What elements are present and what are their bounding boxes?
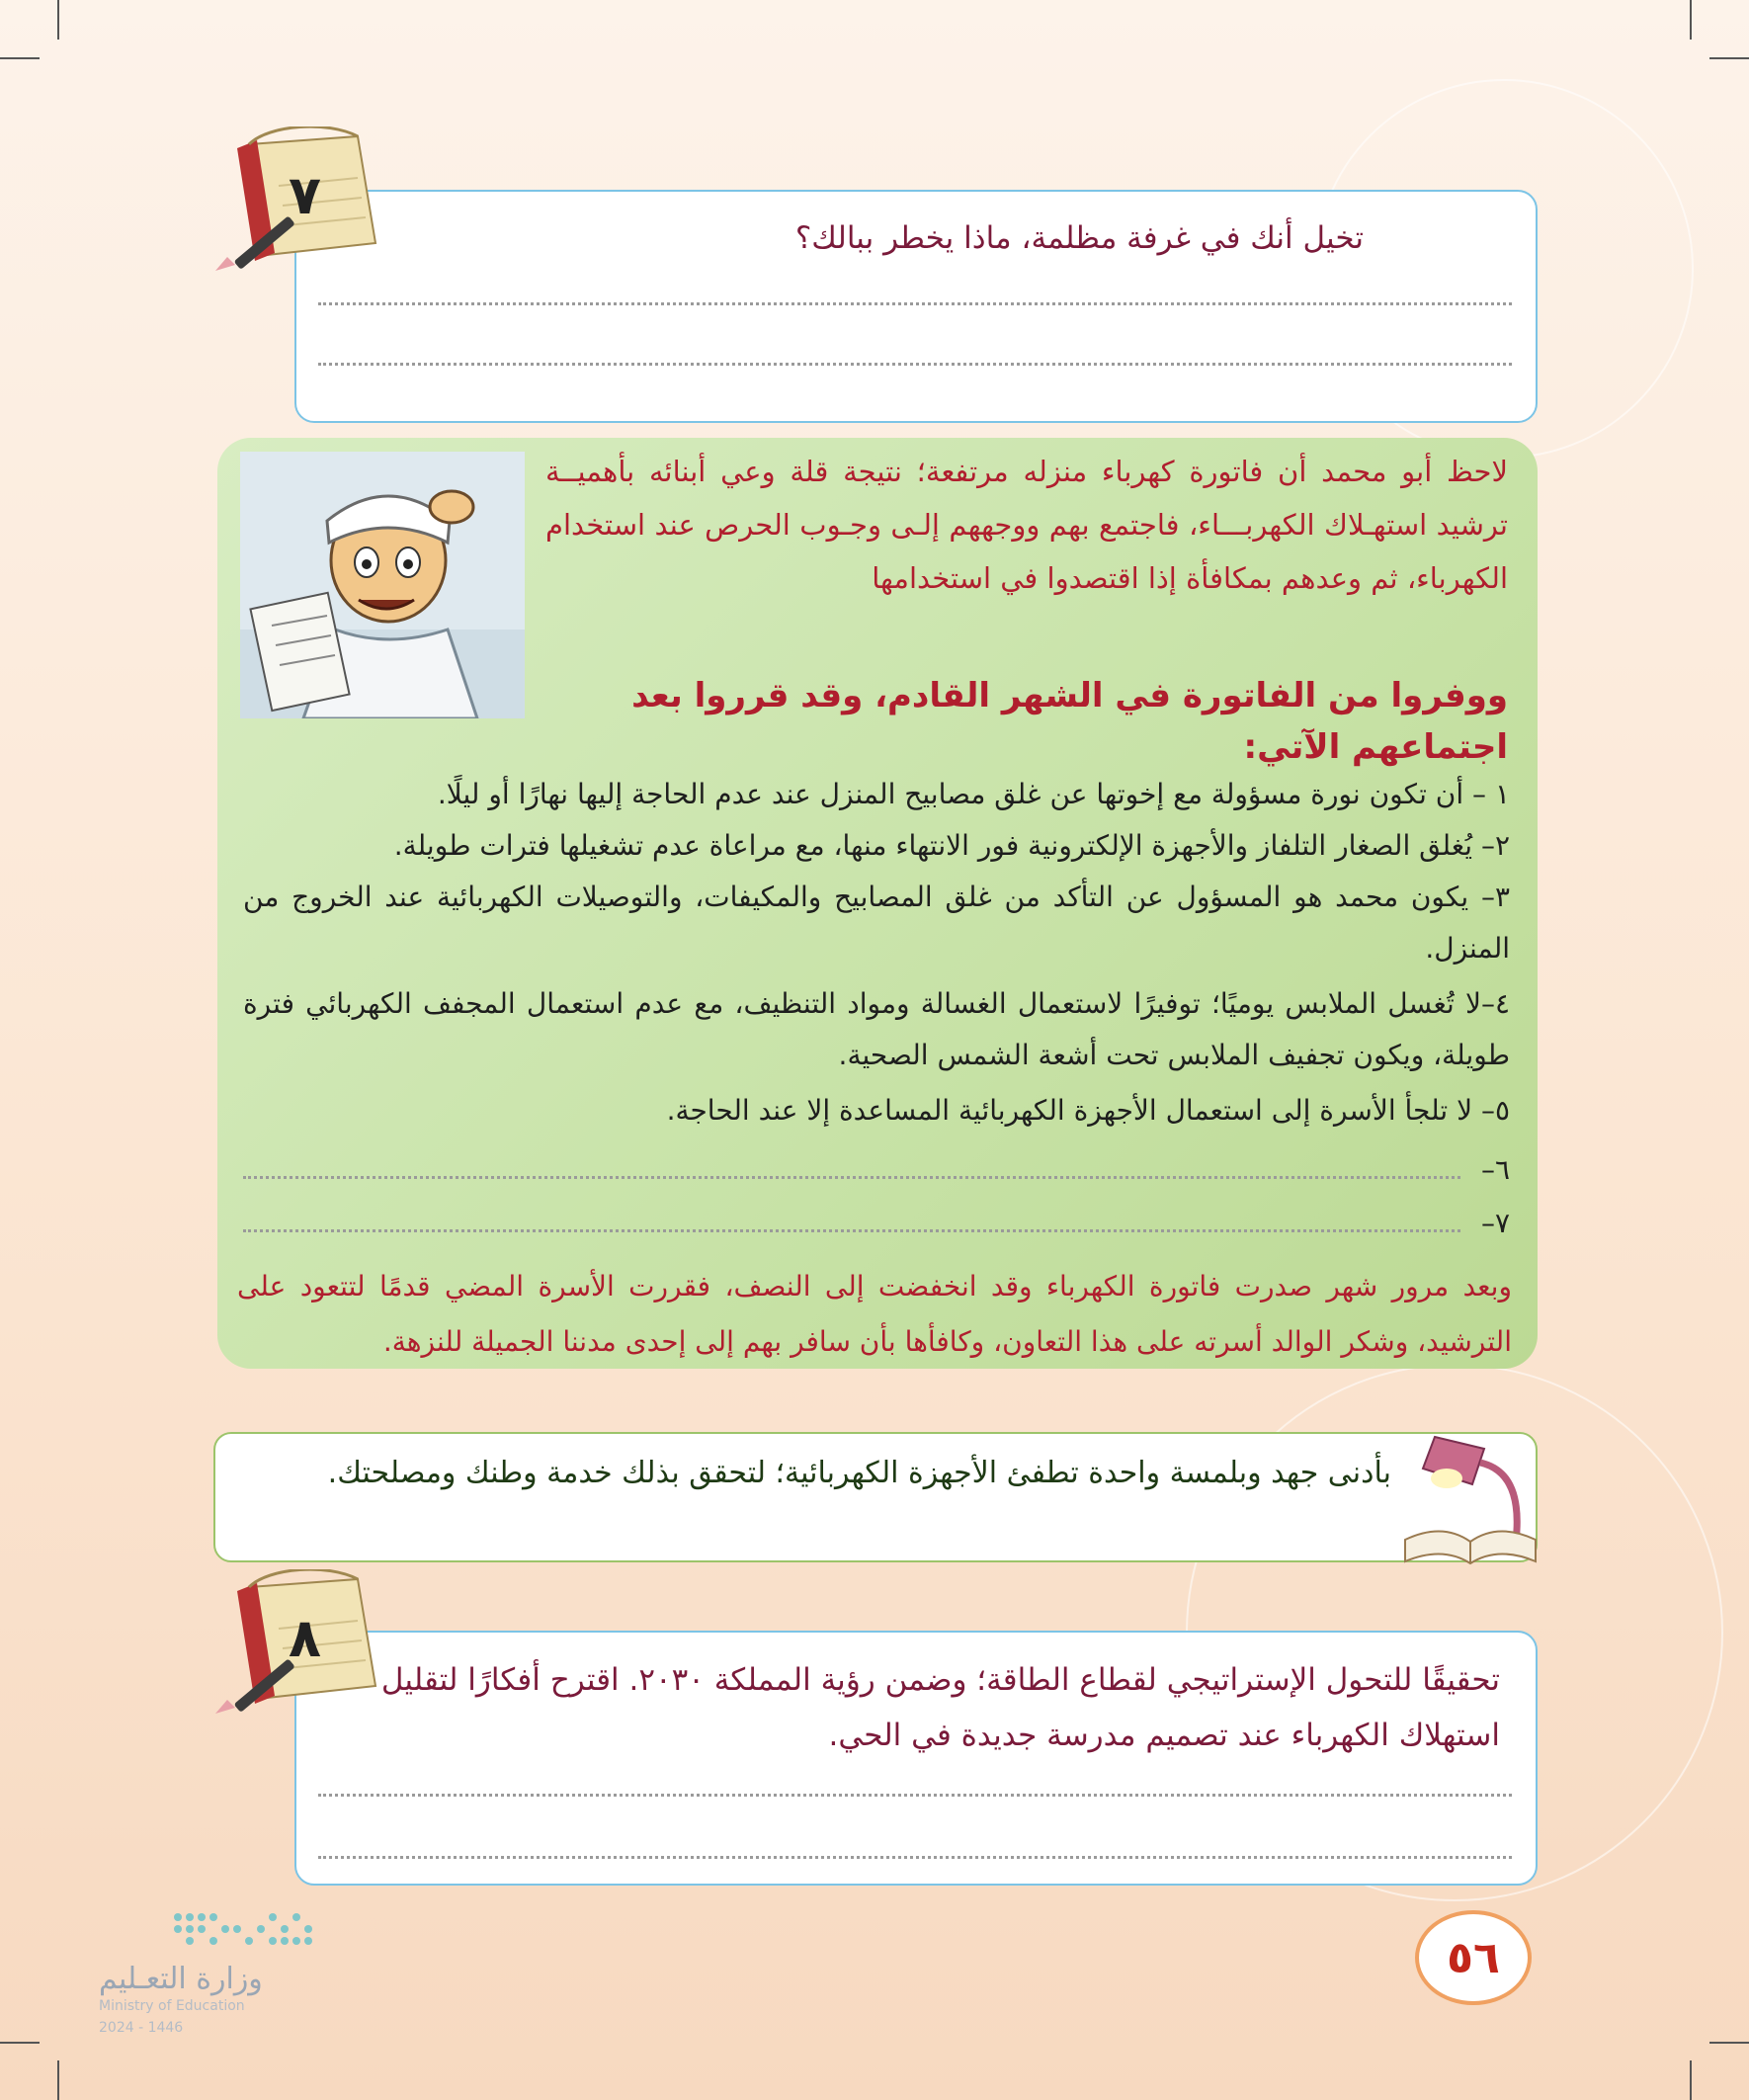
blank-item-6-label: ٦– — [1480, 1153, 1510, 1186]
answer-line[interactable] — [318, 1794, 1512, 1797]
answer-line[interactable] — [243, 1176, 1460, 1179]
crop-mark — [57, 2060, 59, 2100]
story-heading: ووفروا من الفاتورة في الشهر القادم، وقد قرروا بعد اجتماعهم الآتي: — [631, 676, 1508, 767]
crop-mark — [57, 0, 59, 40]
answer-line[interactable] — [243, 1229, 1460, 1232]
story-conclusion: وبعد مرور شهر صدرت فاتورة الكهرباء وقد انخفضت إلى النصف، فقررت الأسرة المضي قدمًا لتتعود على الترشيد، وشكر الوالد أسرته على هذا التعاون، وكافأها بأن سافر بهم إلى إحدى مدننا الجميلة للنزهة. — [237, 1270, 1512, 1358]
tip-text: بأدنى جهد وبلمسة واحدة تطفئ الأجهزة الكهربائية؛ لتحقق بذلك خدمة وطنك ومصلحتك. — [327, 1456, 1391, 1490]
ministry-logo-icon — [168, 1907, 326, 1957]
activity-7-number: ٧ — [289, 164, 321, 226]
blank-item-7-label: ٧– — [1480, 1207, 1510, 1239]
page-number: ٥٦ — [1415, 1910, 1532, 2005]
activity-8-number: ٨ — [289, 1607, 321, 1669]
crop-mark — [1709, 57, 1749, 59]
answer-line[interactable] — [318, 363, 1512, 366]
story-item: ٥– لا تلجأ الأسرة إلى استعمال الأجهزة الكهربائية المساعدة إلا عند الحاجة. — [666, 1094, 1510, 1127]
crop-mark — [1690, 2060, 1692, 2100]
edition-year: 2024 - 1446 — [99, 2020, 184, 2036]
crop-mark — [0, 57, 40, 59]
ministry-name-english: Ministry of Education — [99, 1998, 245, 2014]
story-item: ٤–لا تُغسل الملابس يوميًا؛ توفيرًا لاستعمال الغسالة ومواد التنظيف، مع عدم استعمال المجفف الكهربائي فترة طويلة، ويكون تجفيف الملابس تحت أشعة الشمس الصحية. — [243, 987, 1510, 1071]
activity-7-prompt: تخيل أنك في غرفة مظلمة، ماذا يخطر ببالك؟ — [794, 220, 1364, 256]
answer-line[interactable] — [318, 1856, 1512, 1859]
crop-mark — [0, 2042, 40, 2044]
father-illustration — [240, 452, 525, 718]
story-item: ٢– يُغلق الصغار التلفاز والأجهزة الإلكترونية فور الانتهاء منها، مع مراعاة عدم تشغيلها فترات طويلة. — [393, 829, 1510, 862]
ministry-name-arabic: وزارة التعـليم — [99, 1962, 263, 1996]
crop-mark — [1709, 2042, 1749, 2044]
lamp-book-icon — [1395, 1423, 1543, 1571]
crop-mark — [1690, 0, 1692, 40]
story-item: ٣– يكون محمد هو المسؤول عن التأكد من غلق المصابيح والمكيفات، والتوصيلات الكهربائية عند الخروج من المنزل. — [243, 881, 1510, 965]
activity-8-prompt: تحقيقًا للتحول الإستراتيجي لقطاع الطاقة؛ وضمن رؤية المملكة ٢٠٣٠. اقترح أفكارًا لتقليل استهلاك الكهرباء عند تصميم مدرسة جديدة في الحي. — [380, 1662, 1500, 1753]
answer-line[interactable] — [318, 302, 1512, 305]
story-item: ١ – أن تكون نورة مسؤولة مع إخوتها عن غلق مصابيح المنزل عند عدم الحاجة إليها نهارًا أو ليلًا. — [437, 778, 1510, 810]
story-intro: لاحظ أبو محمد أن فاتورة كهرباء منزله مرتفعة؛ نتيجة قلة وعي أبنائه بأهميــة ترشيد استهـلاك الكهربـــاء، فاجتمع بهم ووجههم إلـى وجـوب الحرص عند استخدام الكهرباء، ثم وعدهم بمكافأة إذا اقتصدوا في استخدامها — [545, 455, 1508, 595]
